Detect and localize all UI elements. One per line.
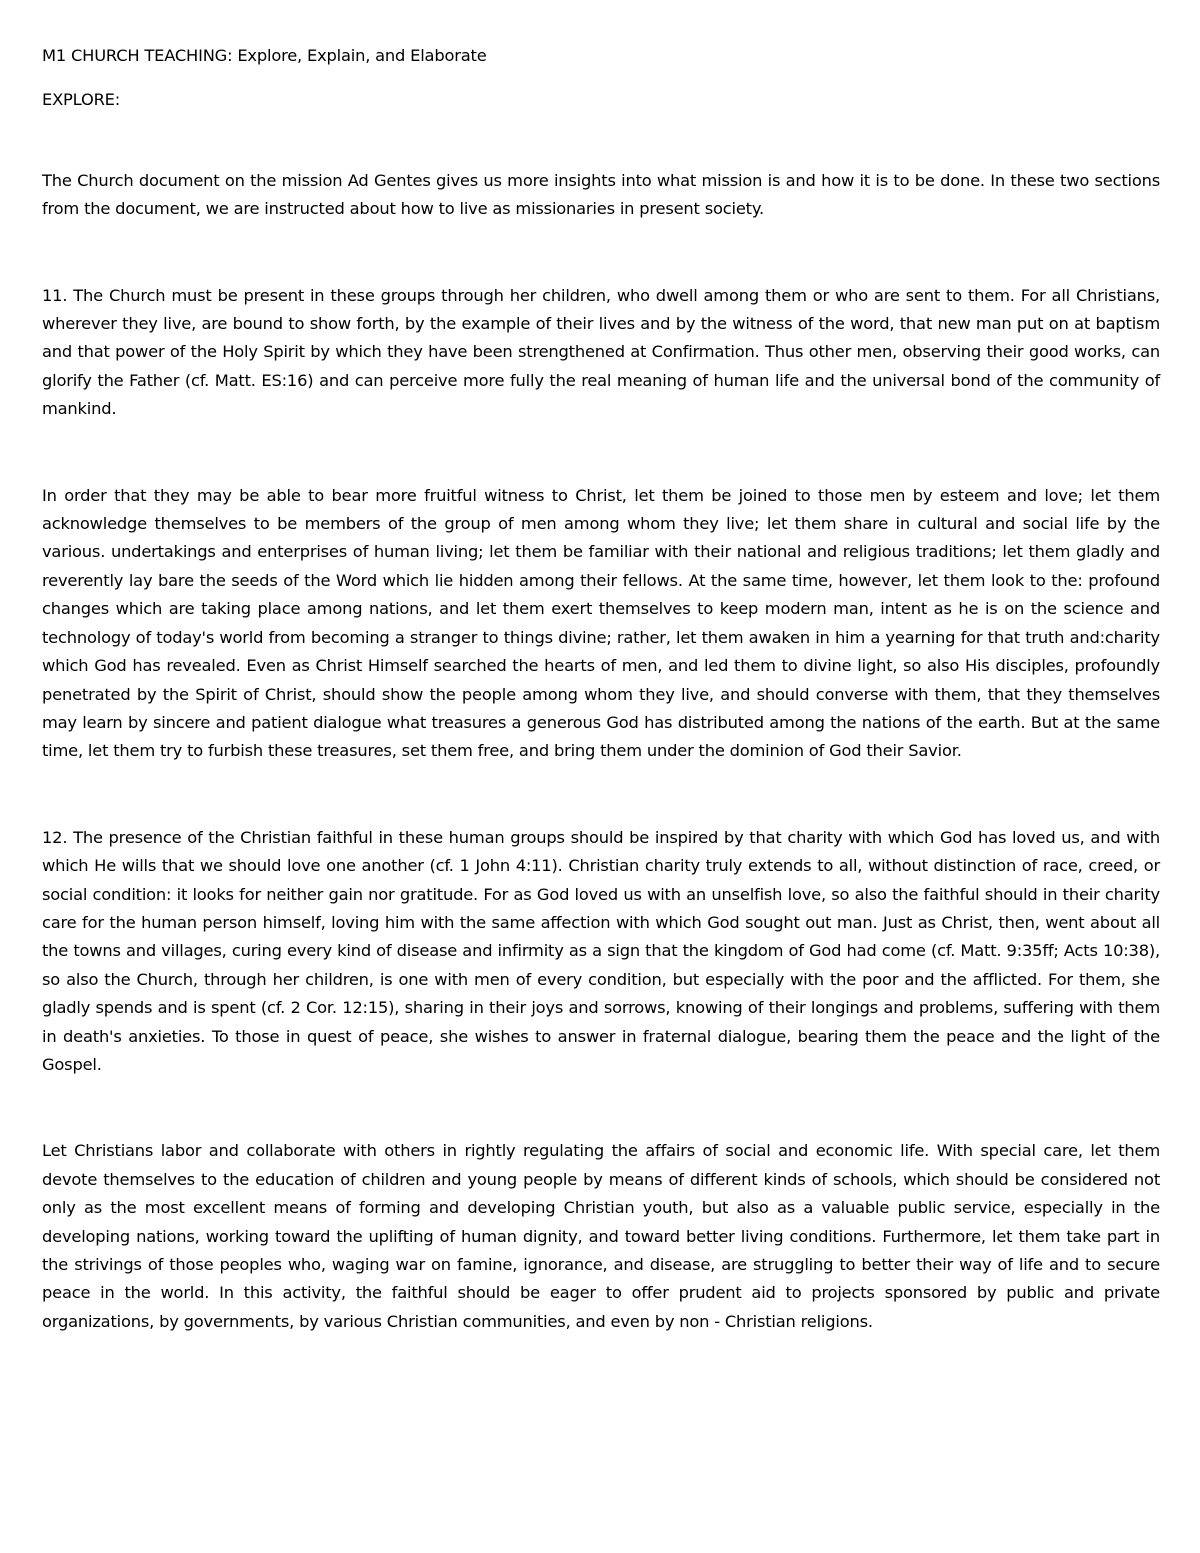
paragraph-section-11: 11. The Church must be present in these groups through her children, who dwell among them or who are sent to them. For all Christians, wherever they live, are bound to show forth, by the example of their lives and by the witness of the word, that new man put on at baptism and that power of the Holy Spirit by which they have been strengthened at Confirmation. Thus other men, observing their good works, can glorify the Father (cf. Matt. ES:16) and can perceive more fully the real meaning of human life and the universal bond of the community of mankind. — [42, 285, 1160, 419]
paragraph-section-12-continued: Let Christians labor and collaborate with others in rightly regulating the affairs of social and economic life. With special care, let them devote themselves to the education of children and young people by means of different kinds of schools, which should be considered not only as the most excellent means of forming and developing Christian youth, but also as a valuable public service, especially in the developing nations, working toward the uplifting of human dignity, and toward better living conditions. Furthermore, let them take part in the strivings of those peoples who, waging war on famine, ignorance, and disease, are struggling to better their way of life and to secure peace in the world. In this activity, the faithful should be eager to offer prudent aid to projects sponsored by public and private organizations, by governments, by various Christian communities, and even by non - Christian religions. — [42, 1141, 1160, 1331]
section-heading-explore: EXPLORE: — [42, 90, 121, 110]
paragraph-section-11-continued: In order that they may be able to bear more fruitful witness to Christ, let them be joined to those men by esteem and love; let them acknowledge themselves to be members of the group of men among whom they live; let them share in cultural and social life by the various. undertakings and enterprises of human living; let them be familiar with their national and religious traditions; let them gladly and reverently lay bare the seeds of the Word which lie hidden among their fellows. At the same time, however, let them look to the: profound changes which are taking place among nations, and let them exert themselves to keep modern man, intent as he is on the science and technology of today's world from becoming a stranger to things divine; rather, let them awaken in him a yearning for that truth and:charity which God has revealed. Even as Christ Himself searched the hearts of men, and led them to divine light, so also His disciples, profoundly penetrated by the Spirit of Christ, should show the people among whom they live, and should converse with them, that they themselves may learn by sincere and patient dialogue what treasures a generous God has distributed among the nations of the earth. But at the same time, let them try to furbish these treasures, set them free, and bring them under the dominion of God their Savior. — [42, 485, 1160, 761]
paragraph-section-12: 12. The presence of the Christian faithful in these human groups should be inspired by that charity with which God has loved us, and with which He wills that we should love one another (cf. 1 John 4:11). Christian charity truly extends to all, without distinction of race, creed, or social condition: it looks for neither gain nor gratitude. For as God loved us with an unselfish love, so also the faithful should in their charity care for the human person himself, loving him with the same affection with which God sought out man. Just as Christ, then, went about all the towns and villages, curing every kind of disease and infirmity as a sign that the kingdom of God had come (cf. Matt. 9:35ff; Acts 10:38), so also the Church, through her children, is one with men of every condition, but especially with the poor and the afflicted. For them, she gladly spends and is spent (cf. 2 Cor. 12:15), sharing in their joys and sorrows, knowing of their longings and problems, suffering with them in death's anxieties. To those in quest of peace, she wishes to answer in fraternal dialogue, bearing them the peace and the light of the Gospel. — [42, 827, 1160, 1074]
paragraph-intro: The Church document on the mission Ad Gentes gives us more insights into what mission is and how it is to be done. In these two sections from the document, we are instructed about how to live as missionaries in present society. — [42, 170, 1160, 219]
document-page — [42, 42, 1160, 1336]
document-title: M1 CHURCH TEACHING: Explore, Explain, and Elaborate — [42, 46, 487, 65]
